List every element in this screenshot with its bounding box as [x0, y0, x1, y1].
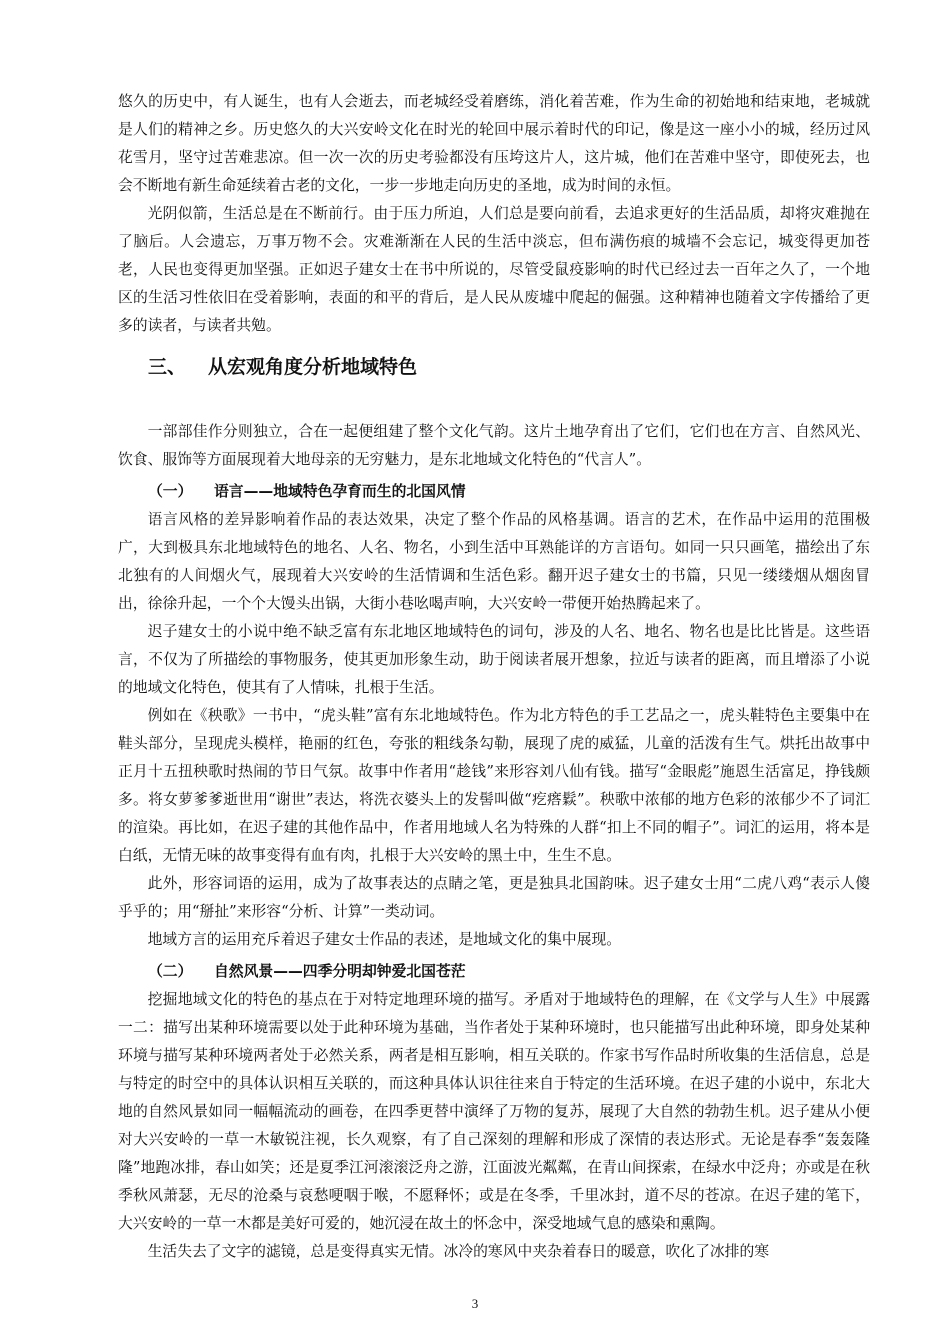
- paragraph-adjectives: 此外，形容词语的运用，成为了故事表达的点睛之笔，更是独具北国韵味。迟子建女士用“二虎八鸡“表示人傻乎乎的；用“掰扯”来形容“分析、计算”一类动词。: [118, 875, 870, 920]
- subsection-heading-1: [118, 474, 870, 506]
- subsection-title: 自然风景——四季分明却钟爱北国苍茫: [214, 963, 466, 980]
- section-heading-3: [118, 340, 870, 398]
- page-number: 3: [471, 1296, 479, 1311]
- section-number: 三、: [148, 356, 187, 378]
- paragraph-history-continued: 悠久的历史中，有人诞生，也有人会逝去，而老城经受着磨练，消化着苦难，作为生命的初始地和结束地，老城就是人们的精神之乡。历史悠久的大兴安岭文化在时光的轮回中展示着时代的印记，像是这一座小小的城，经历过风花雪月，坚守过苦难悲凉。但一次一次的历史考验都没有压垮这片人，这片城，他们在苦难中坚守，即使死去，也会不断地有新生命延续着古老的文化，一步一步地走向历史的圣地，成为时间的永恒。: [118, 93, 870, 194]
- subsection-number: （一）: [148, 483, 193, 500]
- section-spacer: [118, 398, 870, 418]
- paragraph-dialect-words: 迟子建女士的小说中绝不缺乏富有东北地区地域特色的词句，涉及的人名、地名、物名也是比比皆是。这些语言，不仅为了所描绘的事物服务，使其更加形象生动，助于阅读者展开想象，拉近与读者的距离，而且增添了小说的地域文化特色，使其有了人情味，扎根于生活。: [118, 623, 870, 696]
- subsection-heading-2: [118, 954, 870, 986]
- paragraph-time-passes: 光阴似箭，生活总是在不断前行。由于压力所迫，人们总是要向前看，去追求更好的生活品质，却将灾难抛在了脑后。人会遗忘，万事万物不会。灾难渐渐在人民的生活中淡忘，但布满伤痕的城墙不会忘记，城变得更加苍老，人民也变得更加坚强。正如迟子建女士在书中所说的，尽管受鼠疫影响的时代已经过去一百年之久了，一个地区的生活习性依旧在受着影响，表面的和平的背后，是人民从废墟中爬起的倔强。这种精神也随着文字传播给了更多的读者，与读者共勉。: [118, 205, 870, 334]
- paragraph-life-without-filter: 生活失去了文字的滤镜，总是变得真实无情。冰冷的寒风中夹杂着春日的暖意，吹化了冰排的寒: [147, 1243, 770, 1260]
- paragraph-language-style: 语言风格的差异影响着作品的表达效果，决定了整个作品的风格基调。语言的艺术，在作品中运用的范围极广，大到极具东北地域特色的地名、人名、物名，小到生活中耳熟能详的方言语句。如同一只只画笔，描绘出了东北独有的人间烟火气，展现着大兴安岭的生活情调和生活色彩。翻开迟子建女士的书篇，只见一缕缕烟从烟囱冒出，徐徐升起，一个个大馒头出锅，大街小巷吆喝声响，大兴安岭一带便开始热腾起来了。: [118, 511, 870, 612]
- paragraph-yangge-example: 例如在《秧歌》一书中，“虎头鞋”富有东北地域特色。作为北方特色的手工艺品之一，虎头鞋特色主要集中在鞋头部分，呈现虎头模样，艳丽的红色，夸张的粗线条勾勒，展现了虎的威猛，儿童的活泼有生气。烘托出故事中正月十五扭秧歌时热闹的节日气氛。故事中作者用“趁钱”来形容刘八仙有钱。描写“金眼彪”施恩生活富足，挣钱颇多。将女萝爹爹逝世用“谢世”表达，将洗衣婆头上的发髻叫做“疙瘩鬏”。秧歌中浓郁的地方色彩的浓郁少不了词汇的渲染。再比如，在迟子建的其他作品中，作者用地域人名为特殊的人群“扣上不同的帽子”。词汇的运用，将本是白纸，无情无味的故事变得有血有肉，扎根于大兴安岭的黑土中，生生不息。: [118, 707, 870, 864]
- subsection-title: 语言——地域特色孕育而生的北国风情: [214, 483, 466, 500]
- subsection-number: （二）: [148, 963, 193, 980]
- paragraph-natural-scenery: 挖掘地域文化的特色的基点在于对特定地理环境的描写。矛盾对于地域特色的理解，在《文学与人生》中展露一二：描写出某种环境需要以处于此种环境为基础，当作者处于某种环境时，也只能描写出此种环境，即身处某种环境与描写某种环境两者处于必然关系，两者是相互影响，相互关联的。作家书写作品时所收集的生活信息，总是与特定的时空中的具体认识相互关联的，而这种具体认识往往来自于特定的生活环境。在迟子建的小说中，东北大地的自然风景如同一幅幅流动的画卷，在四季更替中演绎了万物的复苏，展现了大自然的勃勃生机。迟子建从小便对大兴安岭的一草一木敏锐注视，长久观察，有了自己深刻的理解和形成了深情的表达形式。无论是春季“轰轰隆隆”地跑冰排，春山如笑；还是夏季江河滚滚泛舟之游，江面波光粼粼，在青山间探索，在绿水中泛舟；亦或是在秋季秋风萧瑟，无尽的沧桑与哀愁哽咽于喉，不愿释怀；或是在冬季，千里冰封，道不尽的苍凉。在迟子建的笔下，大兴安岭的一草一木都是美好可爱的，她沉浸在故土的怀念中，深受地域气息的感染和熏陶。: [118, 991, 870, 1232]
- document-body: [118, 88, 870, 1266]
- section-title: 从宏观角度分析地域特色: [208, 356, 418, 378]
- section-intro-paragraph: 一部部佳作分则独立，合在一起便组建了整个文化气韵。这片土地孕育出了它们，它们也在方言、自然风光、饮食、服饰等方面展现着大地母亲的无穷魅力，是东北地域文化特色的“代言人”。: [118, 423, 870, 468]
- paragraph-dialect-summary: 地域方言的运用充斥着迟子建女士作品的表述，是地域文化的集中展现。: [147, 931, 622, 948]
